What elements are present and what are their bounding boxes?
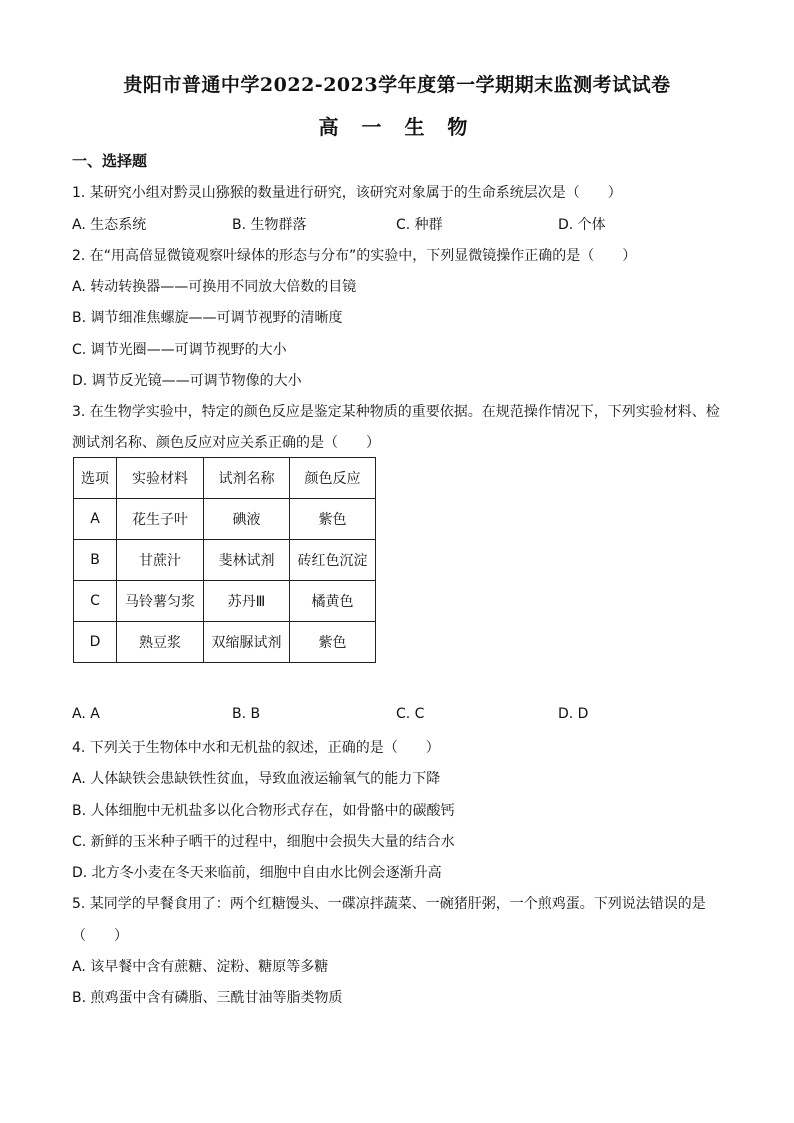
question-1-stem: 1. 某研究小组对黔灵山猕猴的数量进行研究，该研究对象属于的生命系统层次是（ ） (72, 185, 622, 201)
question-4-option-b: B. 人体细胞中无机盐多以化合物形式存在，如骨骼中的碳酸钙 (72, 803, 455, 819)
question-3-option-d: D. D (558, 706, 589, 722)
question-4-stem: 4. 下列关于生物体中水和无机盐的叙述，正确的是（ ） (72, 740, 440, 756)
exam-subject: 高 一 生 物 (318, 115, 476, 139)
question-4-option-a: A. 人体缺铁会患缺铁性贫血，导致血液运输氧气的能力下降 (72, 771, 441, 787)
table-cell: 紫色 (290, 622, 376, 663)
table-cell: 花生子叶 (117, 499, 204, 540)
experiment-table (73, 457, 376, 663)
table-row (74, 581, 376, 622)
table-row (74, 540, 376, 581)
question-5-stem-line-1: 5. 某同学的早餐食用了：两个红糖馒头、一碟凉拌蔬菜、一碗猪肝粥，一个煎鸡蛋。下列说法错误的是 (72, 896, 706, 912)
question-3-option-b: B. B (232, 706, 261, 722)
table-cell: 斐林试剂 (204, 540, 290, 581)
question-5-stem-line-2: （ ） (72, 928, 128, 944)
table-cell: 橘黄色 (290, 581, 376, 622)
question-3-option-c: C. C (396, 706, 425, 722)
question-2-option-c: C. 调节光圈——可调节视野的大小 (72, 342, 287, 358)
table-header-cell: 试剂名称 (204, 458, 290, 499)
table-cell: D (74, 622, 117, 663)
table-cell: 苏丹Ⅲ (204, 581, 290, 622)
table-header-cell: 实验材料 (117, 458, 204, 499)
question-5-option-a: A. 该早餐中含有蔗糖、淀粉、糖原等多糖 (72, 959, 329, 975)
table-cell: A (74, 499, 117, 540)
question-2-option-a: A. 转动转换器——可换用不同放大倍数的目镜 (72, 279, 357, 295)
question-3-stem-line-2: 测试剂名称、颜色反应对应关系正确的是（ ） (72, 435, 380, 451)
table-cell: 马铃薯匀浆 (117, 581, 204, 622)
table-header-cell: 选项 (74, 458, 117, 499)
question-3-option-a: A. A (72, 706, 100, 722)
question-4-option-d: D. 北方冬小麦在冬天来临前，细胞中自由水比例会逐渐升高 (72, 865, 442, 881)
question-1-option-a: A. 生态系统 (72, 217, 147, 233)
table-header-cell: 颜色反应 (290, 458, 376, 499)
table-row (74, 499, 376, 540)
question-5-option-b: B. 煎鸡蛋中含有磷脂、三酰甘油等脂类物质 (72, 990, 343, 1006)
question-2-option-d: D. 调节反光镜——可调节物像的大小 (72, 373, 302, 389)
question-2-option-b: B. 调节细准焦螺旋——可调节视野的清晰度 (72, 310, 343, 326)
question-1-option-b: B. 生物群落 (232, 217, 307, 233)
section-heading: 一、选择题 (72, 152, 148, 170)
question-1-option-c: C. 种群 (396, 217, 443, 233)
question-4-option-c: C. 新鲜的玉米种子晒干的过程中，细胞中会损失大量的结合水 (72, 834, 455, 850)
table-cell: C (74, 581, 117, 622)
table-cell: 砖红色沉淀 (290, 540, 376, 581)
table-cell: B (74, 540, 117, 581)
exam-title: 贵阳市普通中学2022-2023学年度第一学期期末监测考试试卷 (123, 74, 671, 96)
table-cell: 紫色 (290, 499, 376, 540)
question-3-options (72, 706, 732, 726)
table-cell: 熟豆浆 (117, 622, 204, 663)
question-1-options (72, 214, 732, 234)
table-cell: 甘蔗汁 (117, 540, 204, 581)
table-cell: 双缩脲试剂 (204, 622, 290, 663)
question-1-option-d: D. 个体 (558, 217, 606, 233)
question-2-stem: 2. 在“用高倍显微镜观察叶绿体的形态与分布”的实验中，下列显微镜操作正确的是（ ） (72, 248, 637, 264)
table-row (74, 622, 376, 663)
table-cell: 碘液 (204, 499, 290, 540)
table-header-row (74, 458, 376, 499)
question-3-stem-line-1: 3. 在生物学实验中，特定的颜色反应是鉴定某种物质的重要依据。在规范操作情况下，下列实验材料、检 (72, 404, 720, 420)
